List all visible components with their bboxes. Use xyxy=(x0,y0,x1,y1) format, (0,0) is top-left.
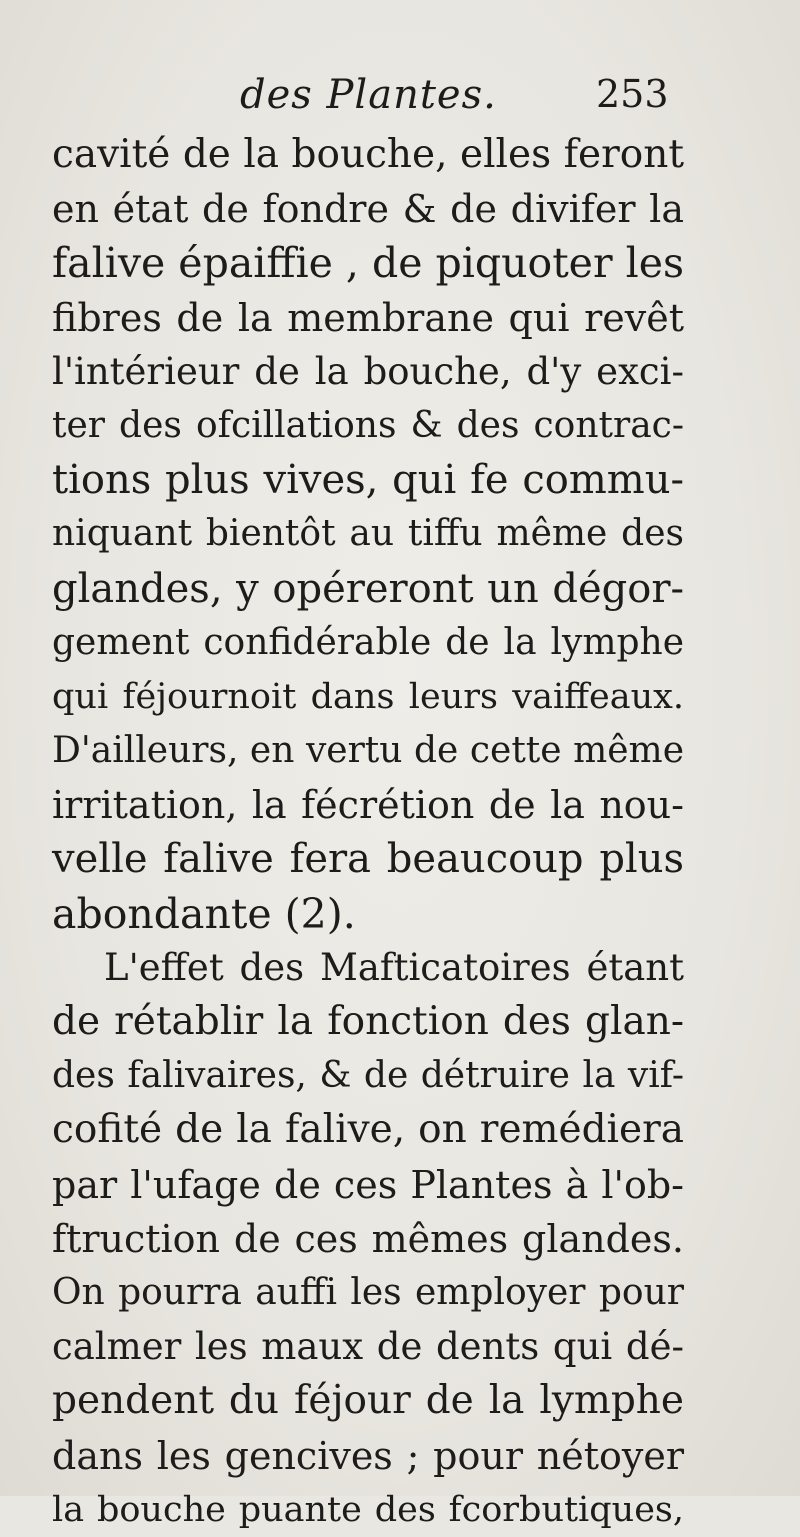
text-line: dans les gencives ; pour nétoyer xyxy=(52,1433,684,1478)
text-line: qui féjournoit dans leurs vaiffeaux. xyxy=(52,676,684,717)
text-line: irritation, la fécrétion de la nou- xyxy=(52,783,684,828)
text-line: pendent du féjour de la lymphe xyxy=(52,1378,684,1424)
text-line: L'effet des Mafticatoires étant xyxy=(104,945,684,989)
text-line: cavité de la bouche, elles feront xyxy=(52,132,684,177)
text-line: On pourra auffi les employer pour xyxy=(52,1271,684,1313)
running-head xyxy=(0,72,800,122)
running-title: des Plantes. xyxy=(240,72,497,118)
text-line: ftruction de ces mêmes glandes. xyxy=(52,1216,684,1261)
text-line: de rétablir la fonction des glan- xyxy=(52,999,684,1044)
body-text xyxy=(52,128,684,1537)
text-line: par l'ufage de ces Plantes à l'ob- xyxy=(52,1162,684,1207)
paragraph-1 xyxy=(52,128,684,941)
text-line: ter des ofcillations & des contrac- xyxy=(52,404,684,446)
page-number: 253 xyxy=(596,72,669,116)
text-line: velle falive fera beaucoup plus xyxy=(52,836,684,883)
text-line: gement confidérable de la lymphe xyxy=(52,621,684,663)
text-line: glandes, y opéreront un dégor- xyxy=(52,565,684,612)
text-line: des falivaires, & de détruire la vif- xyxy=(52,1055,684,1097)
paragraph-2 xyxy=(52,941,684,1537)
text-line: en état de fondre & de divifer la xyxy=(52,187,684,232)
text-line: D'ailleurs, en vertu de cette même xyxy=(52,730,684,772)
text-line: fibres de la membrane qui revêt xyxy=(52,295,684,340)
text-line: tions plus vives, qui fe commu- xyxy=(52,457,684,504)
text-line: la bouche puante des fcorbutiques, xyxy=(52,1489,684,1530)
text-line: calmer les maux de dents qui dé- xyxy=(52,1325,684,1369)
text-line: niquant bientôt au tiffu même des xyxy=(52,513,684,555)
text-line: cofité de la falive, on remédiera xyxy=(52,1107,684,1153)
text-line: falive épaiffie , de piquoter les xyxy=(52,239,684,288)
text-line: abondante (2). xyxy=(52,889,356,938)
text-line: l'intérieur de la bouche, d'y exci- xyxy=(52,349,684,393)
